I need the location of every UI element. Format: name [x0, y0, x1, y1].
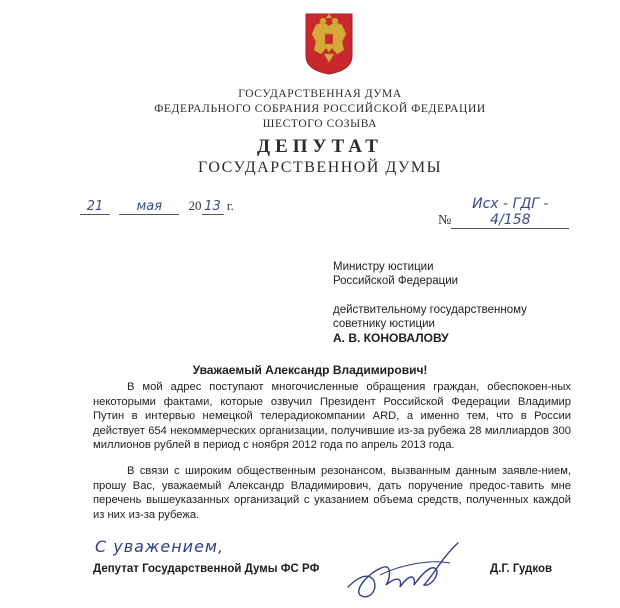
header-title-state-duma: ГОСУДАРСТВЕННОЙ ДУМЫ — [197, 159, 443, 176]
reference-prefix: № — [438, 213, 452, 228]
addressee-line-2: Российской Федерации — [333, 275, 459, 287]
header-line-duma: ГОСУДАРСТВЕННАЯ ДУМА — [238, 88, 402, 100]
addressee-line-1: Министру юстиции — [333, 261, 434, 273]
addressee-name: А. В. КОНОВАЛОВУ — [333, 331, 449, 345]
body-paragraph-1: В мой адрес поступают многочисленные обращения граждан, обеспокоен-ных некоторыми фактами, которые озвучил Президент Российской Федерации Владимир Путин в интервью немецкой телерадиокомпании ARD, а именно тем, что в России действует 654 некоммерческих организации, получившие из-за рубежа 28 миллиардов 300 миллионов рублей в период с ноября 2012 года по апрель 2013 года. — [93, 381, 571, 452]
body-paragraph-2: В связи с широким общественным резонансом, вызванным данным заявле-нием, прошу Вас, уважаемый Александр Владимирович, дать поручение предос-тавить мне перечень вышеуказанных организаций с указанием объема средств, полученных каждой из них из-за рубежа. — [93, 465, 571, 521]
date-month: мая — [119, 199, 179, 215]
document-date — [80, 198, 234, 215]
date-year-suffix: 13 — [202, 199, 224, 215]
date-day: 21 — [80, 199, 110, 215]
date-year-prefix: 20 — [188, 198, 202, 213]
coat-of-arms-emblem — [304, 12, 354, 76]
header-title-deputy: ДЕПУТАТ — [257, 136, 383, 157]
addressee-line-3: действительному государственному — [333, 304, 527, 316]
header-line-convocation: ШЕСТОГО СОЗЫВА — [262, 118, 378, 130]
reference-number — [438, 196, 569, 229]
handwritten-signature — [340, 535, 470, 605]
addressee-line-4: советнику юстиции — [333, 318, 435, 330]
header-line-assembly: ФЕДЕРАЛЬНОГО СОБРАНИЯ РОССИЙСКОЙ ФЕДЕРАЦИИ — [154, 103, 486, 115]
handwritten-closing: С уважением, — [95, 537, 225, 556]
signer-name: Д.Г. Гудков — [490, 563, 553, 575]
signer-position: Депутат Государственной Думы ФС РФ — [93, 563, 320, 575]
reference-value: Исх - ГДГ - 4/158 — [451, 196, 569, 229]
salutation: Уважаемый Александр Владимирович! — [192, 363, 428, 377]
date-year-unit: г. — [226, 198, 234, 213]
